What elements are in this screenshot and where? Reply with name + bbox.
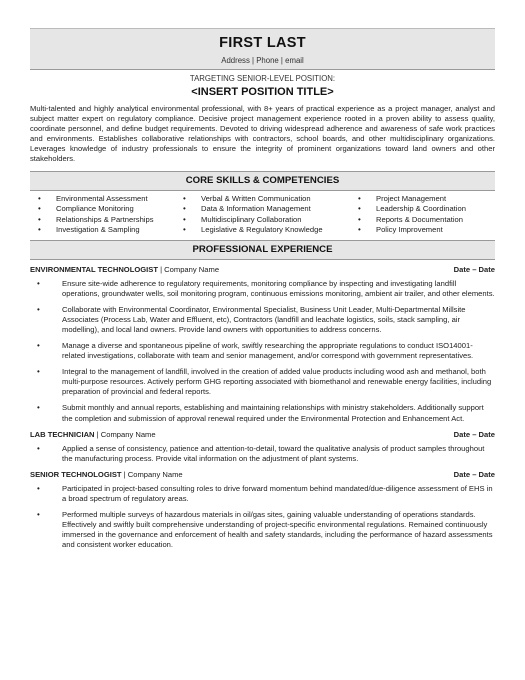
skill-item: • Policy Improvement xyxy=(354,225,494,235)
job-bullet: • Integral to the management of landfill, involved in the creation of added value products including wood ash and methanol, both multi-purpose resources. Actively perform GHG reporting associated with biomethanol and renewable energy facilities, including preparation of provincial and federal reports. xyxy=(30,367,495,397)
experience-heading: PROFESSIONAL EXPERIENCE xyxy=(30,240,495,259)
job-title: SENIOR TECHNOLOGIST xyxy=(30,469,122,479)
job-header xyxy=(30,430,495,440)
job-bullet: • Applied a sense of consistency, patience and attention-to-detail, toward the qualitative analysis of product samples throughout the manufacturing process. Provide vital information on the adjustment of plant systems. xyxy=(30,444,495,464)
skill-item: • Leadership & Coordination xyxy=(354,204,494,214)
job-bullets xyxy=(30,484,495,551)
job-dates: Date – Date xyxy=(453,264,495,274)
skills-column-2 xyxy=(179,194,354,235)
skill-item: • Legislative & Regulatory Knowledge xyxy=(179,225,354,235)
job-bullet: • Collaborate with Environmental Coordinator, Environmental Specialist, Business Unit Leader, Multi-Departmental Millsite Associates (Process Lab, Water and Effluent, etc), Contractors (landfill and leachate logistics, soils, stack sampling, air modelling), and local land owners. Provide land owners with opportunities to address concerns. xyxy=(30,305,495,335)
job-bullets xyxy=(30,444,495,464)
skill-item: • Environmental Assessment xyxy=(34,194,179,204)
skill-item: • Multidisciplinary Collaboration xyxy=(179,215,354,225)
job-bullet: • Participated in project-based consulting roles to drive forward momentum behind mandated/due-diligence assessment of EHS in a broad spectrum of regulatory areas. xyxy=(30,484,495,504)
skills-list xyxy=(30,194,495,235)
skill-item: • Relationships & Partnerships xyxy=(34,215,179,225)
company-name: | Company Name xyxy=(157,264,220,274)
job-bullet: • Ensure site-wide adherence to regulatory requirements, monitoring compliance by inspecting and investigating landfill operations, groundwater wells, soil monitoring program, continuous emissions monitoring, ambient air trailer, and other elements. xyxy=(30,279,495,299)
job-bullets xyxy=(30,279,495,424)
skill-item: • Data & Information Management xyxy=(179,204,354,214)
job-entry xyxy=(30,430,495,464)
skill-item: • Verbal & Written Communication xyxy=(179,194,354,204)
job-entry xyxy=(30,470,495,550)
candidate-name: FIRST LAST xyxy=(219,35,306,51)
company-name: | Company Name xyxy=(94,429,156,439)
company-name: | Company Name xyxy=(121,469,183,479)
skills-column-1 xyxy=(34,194,179,235)
skill-item: • Project Management xyxy=(354,194,494,204)
job-header xyxy=(30,265,495,275)
job-bullet: • Performed multiple surveys of hazardous materials in oil/gas sites, gaining valuable understanding of operations standards. Effectively and swiftly built comprehensive understanding of project-specific environmental regulations. Remained continuously immersed in the governance and enforcement of health and safety standards, including the performance of hazard assessments and consistent worker education. xyxy=(30,510,495,550)
position-title: <INSERT POSITION TITLE> xyxy=(191,86,334,99)
resume-header xyxy=(30,28,495,69)
summary-paragraph: Multi-talented and highly analytical environmental professional, with 8+ years of practical experience as a project manager, analyst and subject matter expert on regulatory compliance. Decisive project management experience rooted in a proven ability to assess quality, coordinate personnel, and define budget requirements. Devoted to driving widespread adherence and awareness of safe work practices and environments. Establishes collaborative relationships with contractors, school boards, and other multidisciplinary organizations. Leverages knowledge of industry professionals to ensure the integrity of prominent organizations toward land owners and other stakeholders. xyxy=(30,104,495,164)
job-bullet: • Manage a diverse and spontaneous pipeline of work, swiftly researching the appropriate regulations to conduct ISO14001-related investigations, collaborate with team and senior management, and/or correspond with government representatives. xyxy=(30,341,495,361)
skill-item: • Investigation & Sampling xyxy=(34,225,179,235)
job-header xyxy=(30,470,495,480)
job-title: LAB TECHNICIAN xyxy=(30,429,95,439)
skill-item: • Compliance Monitoring xyxy=(34,204,179,214)
header-divider xyxy=(30,69,495,70)
job-bullet: • Submit monthly and annual reports, establishing and maintaining relationships with ministry stakeholders. Additionally support the completion and submission of approval renewal required under the Environmental Protection and Enhancement Act. xyxy=(30,403,495,423)
job-entry xyxy=(30,265,495,424)
skills-column-3 xyxy=(354,194,494,235)
job-dates: Date – Date xyxy=(453,469,495,479)
job-dates: Date – Date xyxy=(453,429,495,439)
job-title: ENVIRONMENTAL TECHNOLOGIST xyxy=(30,264,158,274)
skills-heading: CORE SKILLS & COMPETENCIES xyxy=(30,171,495,190)
target-label: TARGETING SENIOR-LEVEL POSITION: xyxy=(189,73,336,83)
skill-item: • Reports & Documentation xyxy=(354,215,494,225)
contact-line: Address | Phone | email xyxy=(221,55,304,65)
